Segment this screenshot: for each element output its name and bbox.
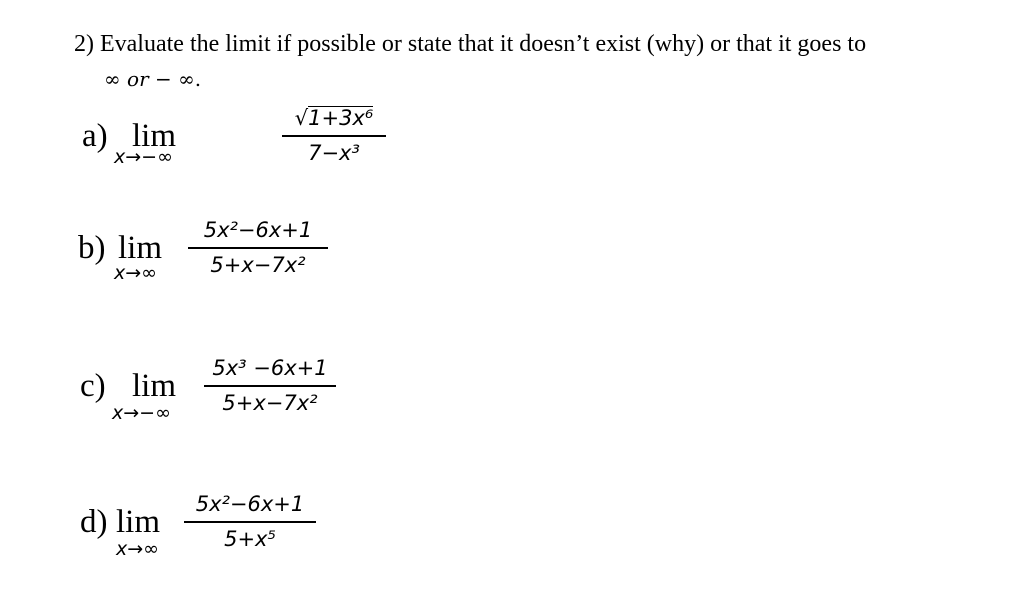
limit-operator: lim [118,230,163,266]
fraction [204,358,336,414]
fraction [184,494,316,550]
fraction-denominator: 7−x³ [308,140,360,165]
fraction-numerator: 5x²−6x+1 [195,492,305,516]
question-text-line2 [104,69,201,89]
problem-d [80,490,340,580]
fraction-bar [282,135,386,137]
fraction-denominator: 5+x−7x² [222,390,318,415]
limit-operator: lim [116,504,161,540]
radical-sign: √ [294,106,309,130]
fraction [188,220,328,276]
fraction-bar [204,385,336,387]
problem-b [78,216,338,306]
question-text-line1: 2) Evaluate the limit if possible or state that it doesn’t exist (why) or that it goes to [74,31,867,57]
limit-operator: lim [132,368,177,404]
fraction-denominator: 5+x−7x² [210,252,306,277]
fraction-numerator: 5x³ −6x+1 [212,356,328,380]
problem-label: b) [78,230,106,266]
limit-subscript: x→−∞ [114,146,173,168]
or-text: or [127,67,149,91]
neg-infinity-text: − ∞. [148,67,202,91]
fraction [282,106,386,164]
square-root [295,106,374,129]
radicand: 1+3x⁶ [308,106,374,130]
infinity-text: ∞ [104,67,128,91]
fraction-bar [188,247,328,249]
limit-subscript: x→∞ [116,538,159,560]
limit-operator: lim [132,118,177,154]
fraction-bar [184,521,316,523]
problem-label: d) [80,504,108,540]
fraction-numerator: 5x²−6x+1 [203,218,313,242]
fraction-numerator [282,106,386,129]
problem-c [80,354,350,444]
limit-subscript: x→−∞ [112,402,171,424]
problem-a [82,100,374,190]
problem-label: c) [80,368,106,404]
problem-label: a) [82,118,108,154]
limit-subscript: x→∞ [114,262,157,284]
fraction-denominator: 5+x⁵ [224,526,276,551]
